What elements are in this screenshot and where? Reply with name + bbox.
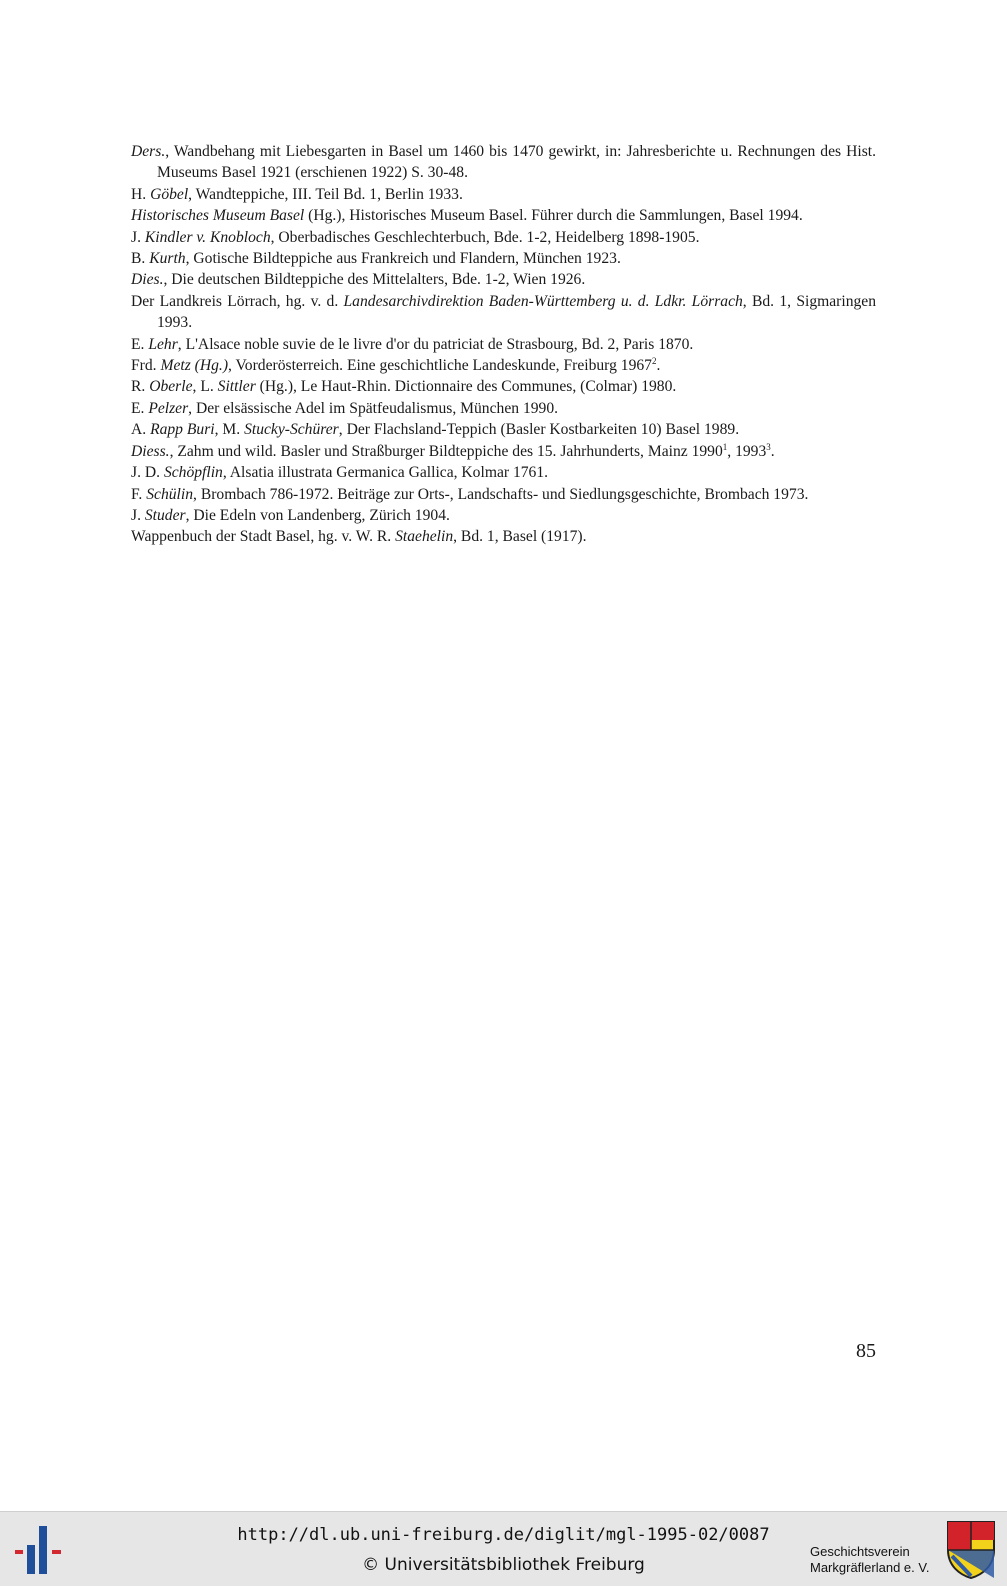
author-name: Historisches Museum Basel [131, 207, 305, 225]
author-name: Pelzer [148, 399, 189, 417]
entry-text: Wappenbuch der Stadt Basel, hg. v. W. R. [131, 528, 396, 546]
author-name: Schöpflin [163, 464, 223, 482]
entry-text: , Der Flachsland-Teppich (Basler Kostbarkeiten 10) Basel 1989. [338, 421, 740, 439]
edition-superscript: 1 [722, 441, 728, 452]
entry-text: , L'Alsace noble suvie de le livre d'or du patriciat de Strasbourg, Bd. 2, Paris 1870. [177, 335, 694, 353]
entry-text: . [770, 442, 775, 460]
entry-text: J. D. [131, 464, 164, 482]
edition-superscript: 2 [651, 356, 657, 367]
document-link[interactable]: http://dl.ub.uni-freiburg.de/diglit/mgl-1995-02/0087 [237, 1525, 770, 1545]
entry-text: , Bd. 1, Basel (1917). [453, 528, 587, 546]
entry-text: , L. [192, 378, 218, 396]
entry-text: , Die deutschen Bildteppiche des Mittelalters, Bde. 1-2, Wien 1926. [163, 271, 586, 289]
page-number: 85 [856, 1340, 876, 1362]
author-name: Kindler v. Knobloch [144, 228, 271, 246]
entry-text: , Der elsässische Adel im Spätfeudalismus, München 1990. [188, 399, 559, 417]
entry-text: , Wandteppiche, III. Teil Bd. 1, Berlin 1933. [188, 185, 463, 203]
author-name: Diess. [131, 442, 170, 460]
author-name: Landesarchivdirektion Baden-Württemberg u. d. Ldkr. Lörrach [343, 292, 743, 310]
entry-text: , Gotische Bildteppiche aus Frankreich und Flandern, München 1923. [185, 250, 621, 268]
entry-text: , M. [214, 421, 245, 439]
entry-text: E. [131, 335, 149, 353]
society-name [810, 1544, 929, 1576]
entry-text: J. [131, 506, 145, 524]
author-name: Staehelin [395, 528, 454, 546]
entry-text: Der Landkreis Lörrach, hg. v. d. [131, 292, 344, 310]
bibliography-entry [131, 269, 876, 290]
coat-of-arms-icon [946, 1520, 996, 1580]
entry-text: A. [131, 421, 151, 439]
entry-text: B. [131, 250, 150, 268]
entry-text: R. [131, 378, 150, 396]
author-name: Dies. [131, 271, 164, 289]
entry-text: (Hg.), Le Haut-Rhin. Dictionnaire des Communes, (Colmar) 1980. [255, 378, 677, 396]
entry-text: . [656, 357, 661, 375]
bibliography-entry [131, 505, 876, 526]
bibliography-list [131, 141, 876, 548]
author-name: Metz (Hg.) [160, 357, 229, 375]
author-name: Schülin [146, 485, 194, 503]
bibliography-entry [131, 205, 876, 226]
author-name: Rapp Buri [150, 421, 215, 439]
edition-superscript: 3 [766, 441, 771, 452]
entry-text: , Alsatia illustrata Germanica Gallica, Kolmar 1761. [222, 464, 549, 482]
entry-text: H. [131, 185, 151, 203]
entry-text: , 1993 [727, 442, 767, 460]
bibliography-entry [131, 484, 876, 505]
entry-text: , Oberbadisches Geschlechterbuch, Bde. 1-2, Heidelberg 1898-1905. [270, 228, 700, 246]
bibliography-entry [131, 334, 876, 355]
society-name-line1: Geschichtsverein [810, 1544, 910, 1559]
bibliography-entry [131, 248, 876, 269]
bibliography-entry [131, 376, 876, 397]
bibliography-entry [131, 291, 876, 334]
entry-text: E. [131, 399, 149, 417]
bibliography-entry [131, 141, 876, 184]
author-name: Kurth [149, 250, 186, 268]
entry-text: , Bd. 1, Sigmaringen 1993. [157, 292, 877, 332]
entry-text: , Die Edeln von Landenberg, Zürich 1904. [185, 506, 450, 524]
author-name: Ders. [131, 143, 166, 160]
entry-text: Frd. [131, 357, 161, 375]
bibliography-entry [131, 355, 876, 376]
entry-text: , Wandbehang mit Liebesgarten in Basel um 1460 bis 1470 gewirkt, in: Jahresberichte u. Rechnungen des Hist. Museums Basel 1921 (erschienen 1922) S. 30-48. [157, 143, 876, 182]
bibliography-entry [131, 184, 876, 205]
author-name: Studer [144, 506, 186, 524]
footer-bar [0, 1511, 1007, 1586]
author-name: Oberle [149, 378, 193, 396]
footer-url [0, 1525, 1007, 1545]
footer-copyright: © Universitätsbibliothek Freiburg [362, 1555, 645, 1575]
author-name: Stucky-Schürer [244, 421, 339, 439]
author-name: Göbel [150, 185, 189, 203]
society-name-line2: Markgräflerland e. V. [810, 1560, 930, 1575]
bibliography-entry [131, 526, 876, 547]
entry-text: (Hg.), Historisches Museum Basel. Führer durch die Sammlungen, Basel 1994. [304, 207, 803, 225]
bibliography-entry [131, 227, 876, 248]
entry-text: , Vorderösterreich. Eine geschichtliche Landeskunde, Freiburg 1967 [228, 357, 652, 375]
entry-text: , Brombach 786-1972. Beiträge zur Orts-, Landschafts- und Siedlungsgeschichte, Brombach 1973. [193, 485, 809, 503]
entry-text: , Zahm und wild. Basler und Straßburger Bildteppiche des 15. Jahrhunderts, Mainz 1990 [169, 442, 723, 460]
entry-text: F. [131, 485, 147, 503]
bibliography-entry [131, 462, 876, 483]
bibliography-entry [131, 441, 876, 462]
bibliography-entry [131, 419, 876, 440]
author-name: Sittler [217, 378, 256, 396]
author-name: Lehr [148, 335, 178, 353]
entry-text: J. [131, 228, 145, 246]
bibliography-entry [131, 398, 876, 419]
